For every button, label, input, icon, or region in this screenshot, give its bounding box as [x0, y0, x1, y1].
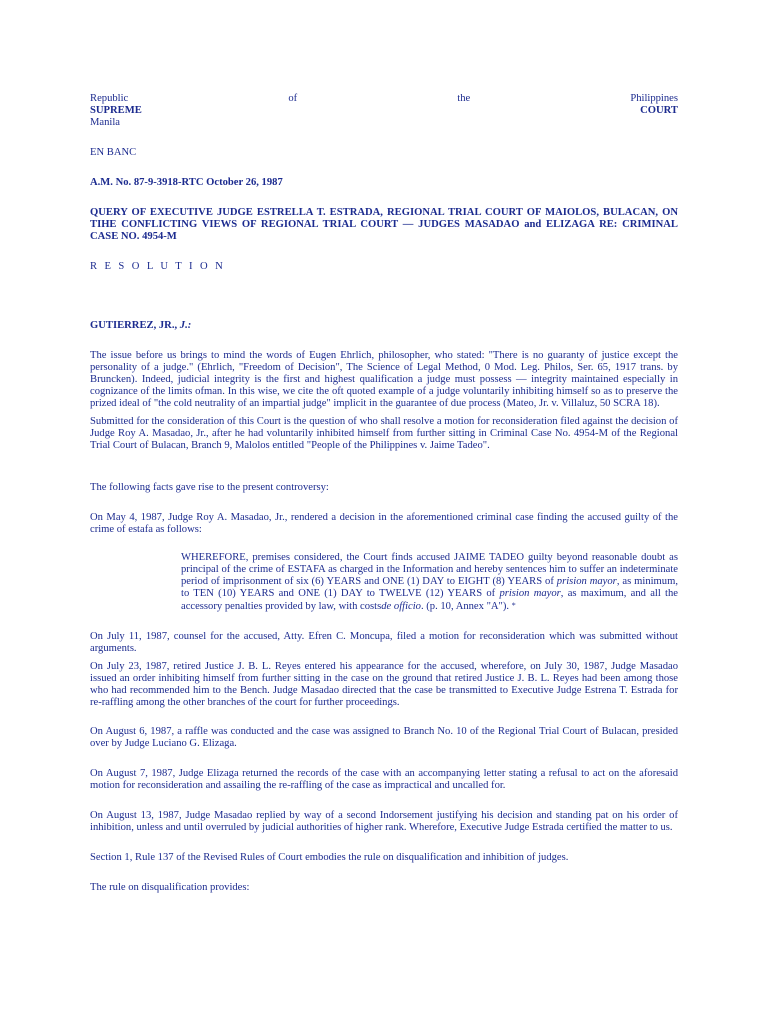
quote-text-3: , as maximum, and all the accessory penalties provided by law, with costs — [181, 588, 679, 612]
case-number: A.M. No. 87-9-3918-RTC October 26, 1987 — [90, 177, 283, 188]
block-quote — [181, 552, 678, 613]
paragraph-7: On August 6, 1987, a raffle was conducted and the case was assigned to Branch No. 10 of the Regional Trial Court of Bulacan, presided over by Judge Luciano G. Elizaga. — [90, 726, 678, 749]
paragraph-9: On August 13, 1987, Judge Masadao replied by way of a second Indorsement justifying his decision and standing pat on his order of inhibition, unless and until overruled by judicial authorities of higher rank. Wherefore, Executive Judge Estrada certified the matter to us. — [90, 810, 678, 833]
ponente-name: GUTIERREZ, JR., — [90, 320, 178, 331]
paragraph-10: Section 1, Rule 137 of the Revised Rules of Court embodies the rule on disqualification and inhibition of judges. — [90, 852, 569, 863]
paragraph-4: On May 4, 1987, Judge Roy A. Masadao, Jr., rendered a decision in the aforementioned criminal case finding the accused guilty of the crime of estafa as follows: — [90, 512, 678, 535]
paragraph-5: On July 11, 1987, counsel for the accused, Atty. Efren C. Moncupa, filed a motion for reconsideration which was submitted without arguments. — [90, 631, 678, 654]
header-word-of: of — [288, 93, 298, 104]
header-word-the: the — [457, 93, 471, 104]
paragraph-2: Submitted for the consideration of this Court is the question of who shall resolve a motion for reconsideration filed against the decision of Judge Roy A. Masadao, Jr., after he had voluntarily inhibited himself from further sitting in Criminal Case No. 4954-M of the Regional Trial Court of Bulacan, Branch 9, Malolos entitled "People of the Philippines v. Jaime Tadeo". — [90, 416, 678, 451]
quote-italic-1: prision mayor — [556, 576, 617, 587]
header-word-philippines: Philippines — [630, 93, 678, 104]
header-word-supreme: SUPREME — [90, 105, 142, 116]
paragraph-6: On July 23, 1987, retired Justice J. B. L. Reyes entered his appearance for the accused, wherefore, on July 30, 1987, Judge Masadao issued an order inhibiting himself from further sitting in the case on the ground that retired Justice J. B. L. Reyes had been among those who had recommended him to the Bench. Judge Masadao directed that the case be transmitted to Executive Judge Estrena T. Estrada for re-raffling among the other branches of the court for further proceedings. — [90, 661, 678, 708]
court-header — [90, 93, 678, 129]
paragraph-11: The rule on disqualification provides: — [90, 882, 250, 893]
paragraph-1: The issue before us brings to mind the words of Eugen Ehrlich, philosopher, who stated: "There is no guaranty of justice except the personality of a judge." (Ehrlich, "Freedom of Decision", The Science of Legal Method, 0 Mod. Leg. Philos, Ser. 65, 1917 trans. by Bruncken). Indeed, judicial integrity is the first and highest qualification a judge must possess — integrity maintained especially in cognizance of the limits ofman. In this wise, we cite the oft quoted example of a judge voluntarily inhibiting himself so as to preserve the prized ideal of "the cold neutrality of an impartial judge" implicit in the guarantee of due process (Mateo, Jr. v. Villaluz, 50 SCRA 18). — [90, 350, 678, 409]
quote-italic-3: de officio — [381, 601, 421, 612]
quote-text-4: . (p. 10, Annex "A"). — [420, 601, 512, 612]
header-city: Manila — [90, 117, 121, 128]
quote-text-2: , as minimum, to TEN (10) YEARS and ONE (1) DAY to TWELVE (12) YEARS of — [181, 576, 678, 599]
case-title: QUERY OF EXECUTIVE JUDGE ESTRELLA T. ESTRADA, REGIONAL TRIAL COURT OF MAIOLOS, BULACAN, ON TIHE CONFLICTING VIEWS OF REGIONAL TRIAL COURT — JUDGES MASADAO and ELIZAGA RE: CRIMINAL CASE NO. 4954-M — [90, 207, 678, 242]
footnote-mark: * — [511, 601, 516, 610]
ponente — [90, 320, 678, 332]
header-line-2 — [90, 105, 678, 117]
quote-text-1: WHEREFORE, premises considered, the Court finds accused JAIME TADEO guilty beyond reasonable doubt as principal of the crime of ESTAFA as charged in the Information and hereby sentences him to suffer an indeterminate period of imprisonment of six (6) YEARS and ONE (1) DAY to EIGHT (8) YEARS of — [181, 552, 678, 587]
resolution-heading: R E S O L U T I O N — [90, 261, 226, 272]
header-line-1 — [90, 93, 678, 105]
paragraph-3: The following facts gave rise to the present controversy: — [90, 482, 329, 493]
header-word-republic: Republic — [90, 93, 129, 104]
header-word-court: COURT — [640, 105, 678, 116]
ponente-title: J.: — [179, 320, 192, 331]
paragraph-8: On August 7, 1987, Judge Elizaga returned the records of the case with an accompanying letter stating a refusal to act on the aforesaid motion for reconsideration and assailing the re-raffling of the case as impractical and uncalled for. — [90, 768, 678, 791]
division-label: EN BANC — [90, 147, 137, 158]
quote-italic-2: prision mayor — [499, 588, 561, 599]
